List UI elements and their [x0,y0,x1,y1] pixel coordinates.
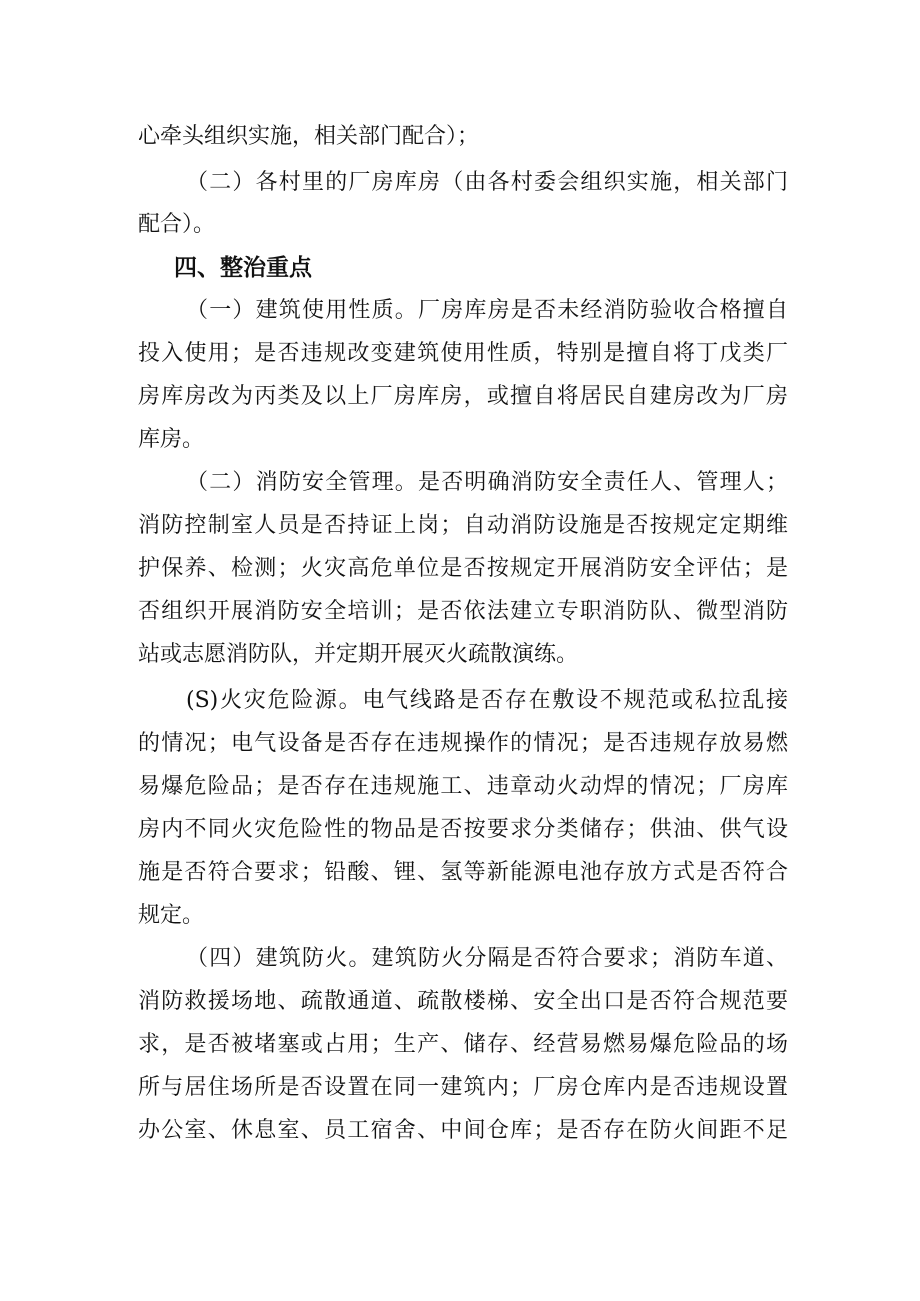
text-line-24: 办公室、休息室、员工宿舍、中间仓库；是否存在防火间距不足 [138,1118,788,1143]
text-line-19: 规定。 [138,903,205,928]
text-line-8: 库房。 [138,427,205,452]
text-line-14: (S)火灾危险源。电气线路是否存在敷设不规范或私拉乱接 [186,688,788,713]
text-line-17: 房内不同火灾危险性的物品是否按要求分类储存；供油、供气设 [138,817,788,842]
text-line-1: 心牵头组织实施，相关部门配合）； [138,124,480,149]
text-line-5: （一）建筑使用性质。厂房库房是否未经消防验收合格擅自 [186,298,788,323]
text-line-3: 配合）。 [138,212,216,237]
text-line-6: 投入使用；是否违规改变建筑使用性质，特别是擅自将丁戊类厂 [138,341,788,366]
text-line-2: （二）各村里的厂房库房（由各村委会组织实施，相关部门 [186,170,788,195]
text-line-10: 消防控制室人员是否持证上岗；自动消防设施是否按规定定期维 [138,513,788,538]
text-line-13: 站或志愿消防队，并定期开展灭火疏散演练。 [138,642,579,667]
text-line-22: 求，是否被堵塞或占用；生产、储存、经营易燃易爆危险品的场 [138,1032,788,1057]
text-line-23: 所与居住场所是否设置在同一建筑内；厂房仓库内是否违规设置 [138,1075,788,1100]
text-line-7: 房库房改为丙类及以上厂房库房，或擅自将居民自建房改为厂房 [138,384,788,409]
text-line-20: （四）建筑防火。建筑防火分隔是否符合要求；消防车道、 [186,946,788,971]
text-line-9: （二）消防安全管理。是否明确消防安全责任人、管理人； [186,470,788,495]
section-heading: 四、整治重点 [174,255,312,281]
text-line-12: 否组织开展消防安全培训；是否依法建立专职消防队、微型消防 [138,599,788,624]
text-line-15: 的情况；电气设备是否存在违规操作的情况；是否违规存放易燃 [138,731,788,756]
text-line-16: 易爆危险品；是否存在违规施工、违章动火动焊的情况；厂房库 [138,774,788,799]
text-line-18: 施是否符合要求；铅酸、锂、氢等新能源电池存放方式是否符合 [138,860,788,885]
text-line-11: 护保养、检测；火灾高危单位是否按规定开展消防安全评估；是 [138,556,788,581]
text-line-21: 消防救援场地、疏散通道、疏散楼梯、安全出口是否符合规范要 [138,989,788,1014]
